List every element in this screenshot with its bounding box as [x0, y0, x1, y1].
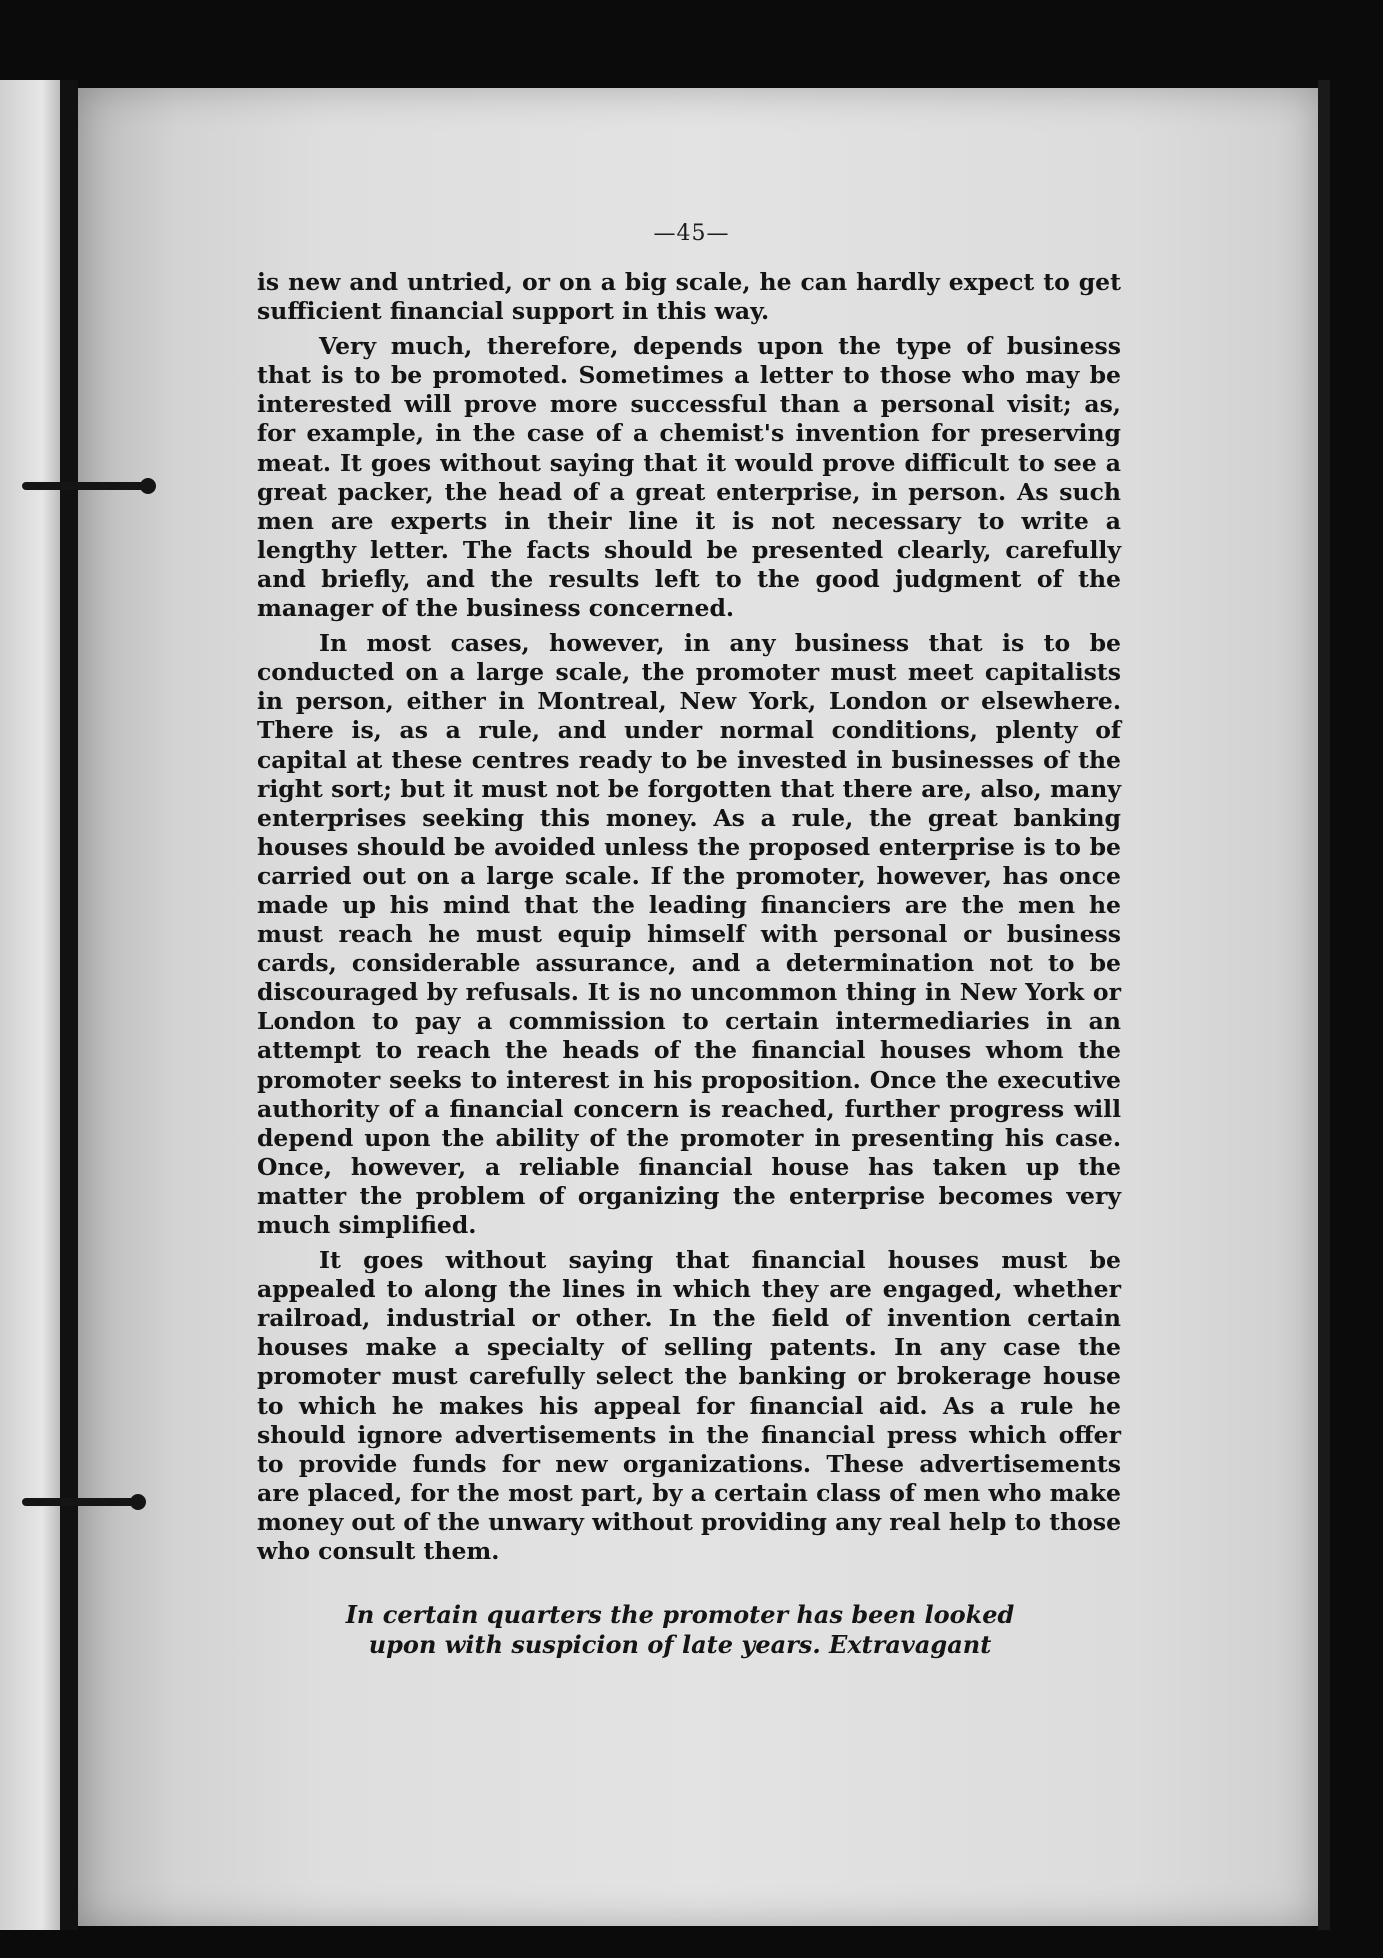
binding-spine	[60, 80, 78, 1930]
binding-clip-dot-top	[140, 478, 156, 494]
page-number: —45—	[653, 221, 730, 246]
paragraph: In most cases, however, in any business that is to be conducted on a large scale, the promoter must meet capitalists in person, either in Montreal, New York, London or elsewhere. There is, as a rule, and under normal conditions, plenty of capital at these centres ready to be invested in businesses of the right sort; but it must not be forgotten that there are, also, many enterprises seeking this money. As a rule, the great banking houses should be avoided unless the proposed enterprise is to be carried out on a large scale. If the promoter, however, has once made up his mind that the leading financiers are the men he must reach he must equip himself with personal or business cards, considerable assurance, and a determination not to be discouraged by refusals. It is no uncommon thing in New York or London to pay a commission to certain intermediaries in an attempt to reach the heads of the financial houses whom the promoter seeks to interest in his proposition. Once the executive authority of a financial concern is reached, further progress will depend upon the ability of the promoter in presenting his case. Once, however, a reliable financial house has taken up the matter the problem of organizing the enterprise becomes very much simplified.	[257, 629, 1121, 1239]
adjacent-page-strip	[0, 80, 60, 1930]
binding-clip-mark-top	[22, 482, 152, 490]
page-right-edge	[1318, 80, 1330, 1930]
binding-clip-dot-bottom	[130, 1494, 146, 1510]
paragraph: Very much, therefore, depends upon the type of business that is to be promoted. Sometimes a letter to those who may be interested will prove more successful than a personal visit; as, for example, in the case of a chemist's invention for preserving meat. It goes without saying that it would prove difficult to see a great packer, the head of a great enterprise, in person. As such men are experts in their line it is not necessary to write a lengthy letter. The facts should be presented clearly, carefully and briefly, and the results left to the good judgment of the manager of the business concerned.	[257, 332, 1121, 623]
body-text	[257, 268, 1121, 1572]
italic-passage: In certain quarters the promoter has been looked upon with suspicion of late years. Extravagant	[345, 1600, 1015, 1659]
paragraph-continuation: is new and untried, or on a big scale, he can hardly expect to get sufficient financial support in this way.	[257, 268, 1121, 326]
paragraph: It goes without saying that financial houses must be appealed to along the lines in which they are engaged, whether railroad, industrial or other. In the field of invention certain houses make a specialty of selling patents. In any case the promoter must carefully select the banking or brokerage house to which he makes his appeal for financial aid. As a rule he should ignore advertisements in the financial press which offer to provide funds for new organizations. These advertisements are placed, for the most part, by a certain class of men who make money out of the unwary without providing any real help to those who consult them.	[257, 1246, 1122, 1566]
binding-clip-mark-bottom	[22, 1498, 142, 1506]
